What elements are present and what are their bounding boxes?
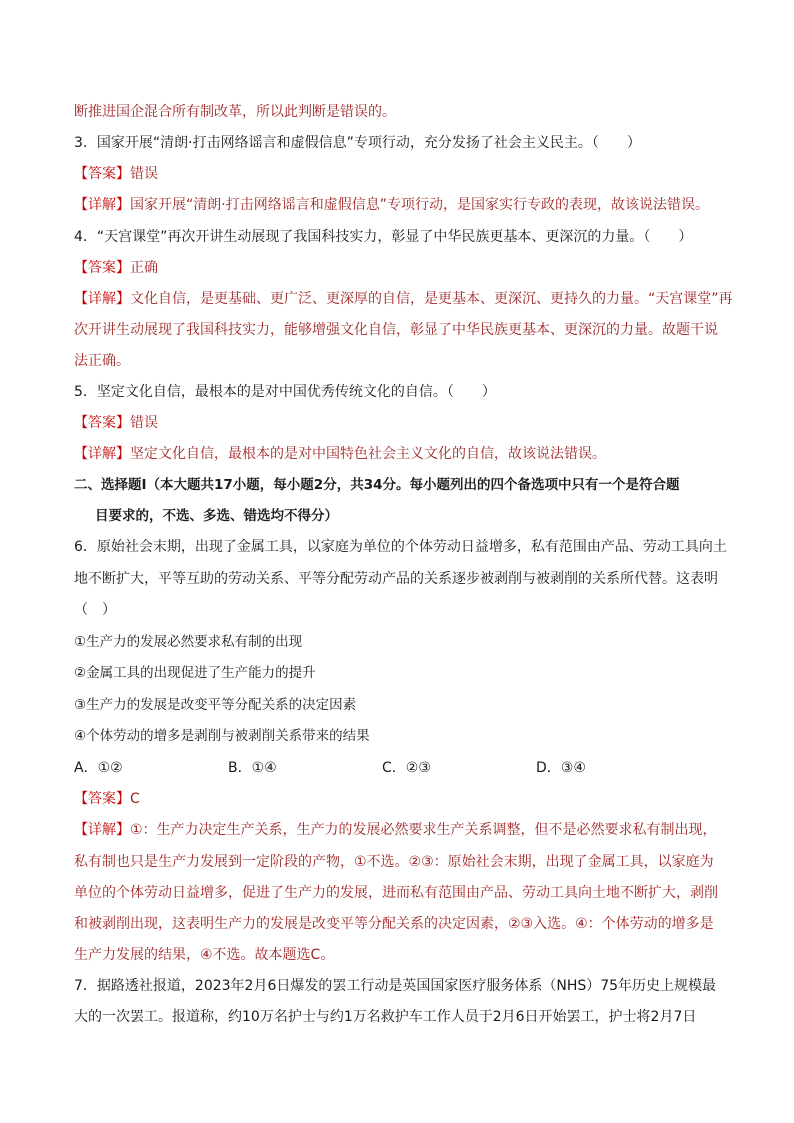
option-a: A．①② <box>74 760 123 776</box>
question-7-stem-line-1: 7．据路透社报道，2023年2月6日爆发的罢工行动是英国国家医疗服务体系（NHS）75年历史上规模最 <box>74 978 717 994</box>
detail-text: ①：生产力决定生产关系，生产力的发展必然要求生产关系调整，但不是必然要求私有制出现， <box>130 822 717 838</box>
detail-6-line-3: 单位的个体劳动日益增多，促进了生产力的发展，进而私有范围由产品、劳动工具向土地不断扩大，剥削 <box>74 885 718 901</box>
answer-tag: 【答案】 <box>74 415 130 431</box>
options-row <box>74 758 724 778</box>
answer-5 <box>74 413 724 433</box>
answer-tag: 【答案】 <box>74 791 130 807</box>
detail-5 <box>74 444 724 464</box>
detail-6-line-2: 私有制也只是生产力发展到一定阶段的产物，①不选。②③：原始社会末期，出现了金属工具，以家庭为 <box>74 854 714 870</box>
previous-detail-continuation: 断推进国企混合所有制改革，所以此判断是错误的。 <box>74 104 396 120</box>
answer-6 <box>74 789 724 809</box>
detail-6-line-5: 生产力发展的结果，④不选。故本题选C。 <box>74 947 335 963</box>
answer-value: 错误 <box>130 415 158 431</box>
statement-3: ③生产力的发展是改变平等分配关系的决定因素 <box>74 697 357 713</box>
answer-tag: 【答案】 <box>74 260 130 276</box>
question-5: 5．坚定文化自信，最根本的是对中国优秀传统文化的自信。（ ） <box>74 384 496 400</box>
answer-3 <box>74 164 724 184</box>
detail-text: 文化自信，是更基础、更广泛、更深厚的自信，是更基本、更深沉、更持久的力量。“天宫课堂”再 <box>130 291 733 307</box>
answer-value: C <box>130 791 140 807</box>
answer-value: 正确 <box>130 260 158 276</box>
option-c: C．②③ <box>382 760 431 776</box>
detail-tag: 【详解】 <box>74 291 130 307</box>
statement-4: ④个体劳动的增多是剥削与被剥削关系带来的结果 <box>74 728 370 744</box>
section-heading-line-1: 二、选择题Ⅰ（本大题共17小题，每小题2分，共34分。每小题列出的四个备选项中只有一个是符合题 <box>74 477 680 493</box>
question-6-stem-line-3: （ ） <box>74 602 116 618</box>
question-3: 3．国家开展“清朗·打击网络谣言和虚假信息”专项行动，充分发扬了社会主义民主。（ ） <box>74 135 641 151</box>
detail-text: 国家开展“清朗·打击网络谣言和虚假信息”专项行动，是国家实行专政的表现，故该说法错误。 <box>130 197 709 213</box>
answer-value: 错误 <box>130 166 158 182</box>
statement-1: ①生产力的发展必然要求私有制的出现 <box>74 634 303 650</box>
option-b: B．①④ <box>228 760 277 776</box>
option-d: D．③④ <box>536 760 586 776</box>
detail-4-line-3: 法正确。 <box>74 353 130 369</box>
question-6-stem-line-1: 6．原始社会末期，出现了金属工具，以家庭为单位的个体劳动日益增多，私有范围由产品、劳动工具向土 <box>74 539 727 555</box>
detail-tag: 【详解】 <box>74 446 130 462</box>
section-heading-line-2: 目要求的，不选、多选、错选均不得分） <box>95 508 338 524</box>
question-6-stem-line-2: 地不断扩大，平等互助的劳动关系、平等分配劳动产品的关系逐步被剥削与被剥削的关系所代替。这表明 <box>74 571 718 587</box>
detail-3 <box>74 195 724 215</box>
detail-4-line-2: 次开讲生动展现了我国科技实力，能够增强文化自信，彰显了中华民族更基本、更深沉的力量。故题干说 <box>74 322 718 338</box>
detail-tag: 【详解】 <box>74 197 130 213</box>
detail-text: 坚定文化自信，最根本的是对中国特色社会主义文化的自信，故该说法错误。 <box>130 446 606 462</box>
detail-6-line-4: 和被剥削出现，这表明生产力的发展是改变平等分配关系的决定因素，②③入选。④：个体劳动的增多是 <box>74 916 714 932</box>
statement-2: ②金属工具的出现促进了生产能力的提升 <box>74 665 316 681</box>
question-4: 4．“天宫课堂”再次开讲生动展现了我国科技实力，彰显了中华民族更基本、更深沉的力量。（ ） <box>74 229 693 245</box>
question-7-stem-line-2: 大的一次罢工。报道称，约10万名护士与约1万名救护车工作人员于2月6日开始罢工，护士将2月7日 <box>74 1009 697 1025</box>
detail-6-line-1 <box>74 820 724 840</box>
detail-tag: 【详解】 <box>74 822 130 838</box>
detail-4-line-1 <box>74 289 733 309</box>
answer-4 <box>74 258 724 278</box>
answer-tag: 【答案】 <box>74 166 130 182</box>
